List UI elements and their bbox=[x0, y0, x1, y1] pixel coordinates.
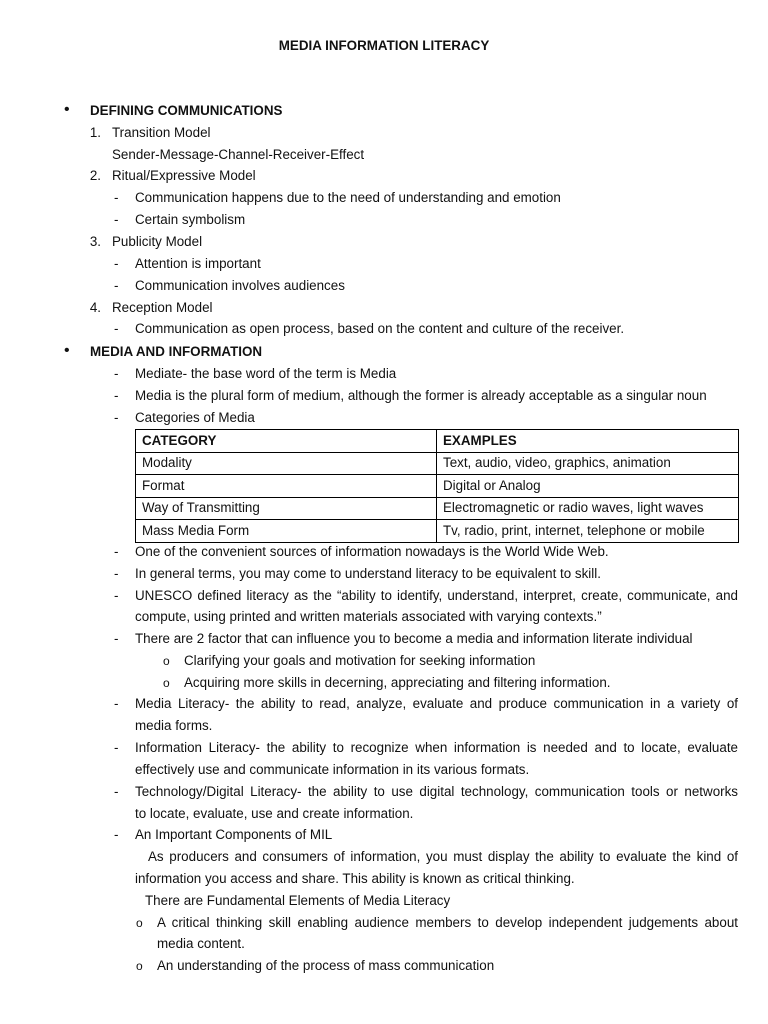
circle-bullet-icon: o bbox=[136, 959, 143, 973]
section-heading-media: MEDIA AND INFORMATION bbox=[90, 344, 263, 359]
dash-icon: - bbox=[114, 256, 119, 271]
model-description: Sender-Message-Channel-Receiver-Effect bbox=[112, 147, 365, 162]
section-heading-defining: DEFINING COMMUNICATIONS bbox=[90, 103, 283, 118]
table-cell: Modality bbox=[136, 452, 437, 475]
table-cell: Tv, radio, print, internet, telephone or mobile bbox=[437, 520, 739, 543]
table-header-category: CATEGORY bbox=[136, 430, 437, 453]
paragraph-continued: compute, using printed and written materials associated with varying contexts.” bbox=[135, 609, 602, 624]
circle-bullet-icon: o bbox=[163, 676, 170, 690]
table-row bbox=[136, 520, 739, 543]
paragraph: UNESCO defined literacy as the “ability to identify, understand, interpret, create, communicate, and bbox=[135, 588, 738, 603]
paragraph-continued: effectively use and communicate information in its various formats. bbox=[135, 762, 530, 777]
model-title-ritual: Ritual/Expressive Model bbox=[112, 168, 256, 183]
table-row bbox=[136, 497, 739, 520]
dash-icon: - bbox=[114, 566, 119, 581]
list-item: Media is the plural form of medium, although the former is already acceptable as a singular noun bbox=[135, 388, 707, 403]
table-cell: Electromagnetic or radio waves, light waves bbox=[437, 497, 739, 520]
list-number: 4. bbox=[89, 300, 101, 315]
paragraph: One of the convenient sources of information nowadays is the World Wide Web. bbox=[135, 544, 609, 559]
element-item: A critical thinking skill enabling audience members to develop independent judgements about bbox=[157, 915, 738, 930]
model-title-transition: Transition Model bbox=[112, 125, 211, 140]
dash-icon: - bbox=[114, 827, 119, 842]
paragraph: In general terms, you may come to understand literacy to be equivalent to skill. bbox=[135, 566, 601, 581]
document-title: MEDIA INFORMATION LITERACY bbox=[278, 38, 490, 53]
table-header-row bbox=[136, 430, 739, 453]
paragraph-continued: to locate, evaluate, use and create information. bbox=[135, 806, 414, 821]
list-item: Attention is important bbox=[135, 256, 261, 271]
dash-icon: - bbox=[114, 321, 119, 336]
paragraph-continued: media forms. bbox=[135, 718, 213, 733]
dash-icon: - bbox=[114, 278, 119, 293]
dash-icon: - bbox=[114, 740, 119, 755]
element-item-continued: media content. bbox=[157, 936, 245, 951]
paragraph: Information Literacy- the ability to recognize when information is needed and to locate, evaluate bbox=[135, 740, 738, 755]
paragraph: An Important Components of MIL bbox=[135, 827, 333, 842]
dash-icon: - bbox=[114, 784, 119, 799]
table-cell: Way of Transmitting bbox=[136, 497, 437, 520]
table-cell: Mass Media Form bbox=[136, 520, 437, 543]
paragraph: There are Fundamental Elements of Media Literacy bbox=[145, 893, 451, 908]
dash-icon: - bbox=[114, 190, 119, 205]
paragraph-continued: information you access and share. This ability is known as critical thinking. bbox=[135, 871, 575, 886]
list-item: Communication happens due to the need of understanding and emotion bbox=[135, 190, 561, 205]
table-cell: Digital or Analog bbox=[437, 475, 739, 498]
bullet-icon: • bbox=[64, 342, 70, 359]
sub-item: Acquiring more skills in decerning, appreciating and filtering information. bbox=[184, 675, 611, 690]
paragraph: As producers and consumers of information, you must display the ability to evaluate the kind of bbox=[148, 849, 738, 864]
table-cell: Text, audio, video, graphics, animation bbox=[437, 452, 739, 475]
dash-icon: - bbox=[114, 410, 119, 425]
dash-icon: - bbox=[114, 696, 119, 711]
list-item: Communication as open process, based on the content and culture of the receiver. bbox=[135, 321, 625, 336]
list-number: 3. bbox=[89, 234, 101, 249]
dash-icon: - bbox=[114, 588, 119, 603]
list-number: 2. bbox=[89, 168, 101, 183]
bullet-icon: • bbox=[64, 101, 70, 118]
element-item: An understanding of the process of mass communication bbox=[157, 958, 495, 973]
table-row bbox=[136, 475, 739, 498]
dash-icon: - bbox=[114, 212, 119, 227]
dash-icon: - bbox=[114, 388, 119, 403]
circle-bullet-icon: o bbox=[163, 654, 170, 668]
model-title-publicity: Publicity Model bbox=[112, 234, 203, 249]
dash-icon: - bbox=[114, 366, 119, 381]
table-row bbox=[136, 452, 739, 475]
paragraph: Media Literacy- the ability to read, analyze, evaluate and produce communication in a variety of bbox=[135, 696, 738, 711]
sub-item: Clarifying your goals and motivation for seeking information bbox=[184, 653, 536, 668]
table-cell: Format bbox=[136, 475, 437, 498]
list-item: Mediate- the base word of the term is Media bbox=[135, 366, 397, 381]
list-item: Certain symbolism bbox=[135, 212, 246, 227]
list-item: Categories of Media bbox=[135, 410, 255, 425]
paragraph: Technology/Digital Literacy- the ability to use digital technology, communication tools or networks bbox=[135, 784, 738, 799]
list-item: Communication involves audiences bbox=[135, 278, 345, 293]
table-header-examples: EXAMPLES bbox=[437, 430, 739, 453]
paragraph: There are 2 factor that can influence you to become a media and information literate individual bbox=[135, 631, 693, 646]
circle-bullet-icon: o bbox=[136, 916, 143, 930]
media-categories-table bbox=[135, 429, 739, 543]
dash-icon: - bbox=[114, 631, 119, 646]
model-title-reception: Reception Model bbox=[112, 300, 213, 315]
list-number: 1. bbox=[89, 125, 101, 140]
dash-icon: - bbox=[114, 544, 119, 559]
